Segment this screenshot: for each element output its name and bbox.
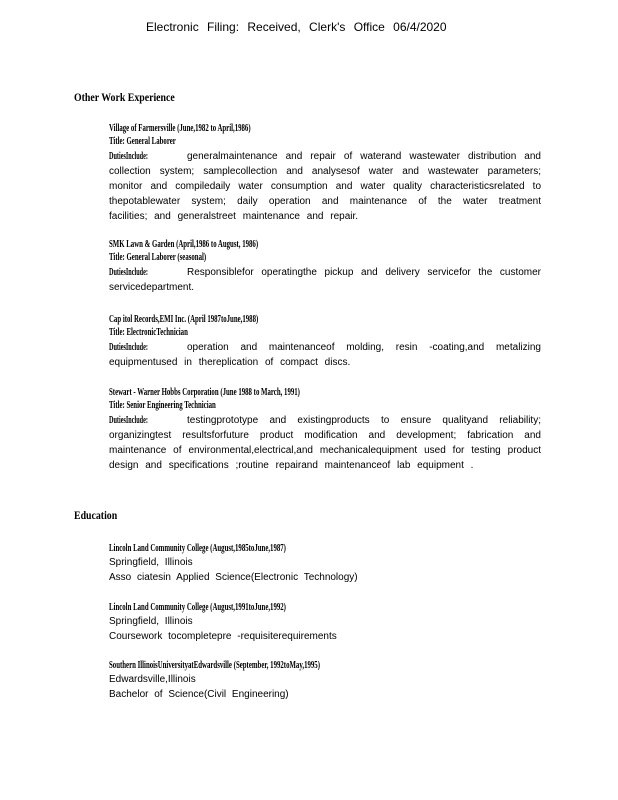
duties-text: generalmaintenance and repair of waterand wastewater distribution and collection system; samplecollection and analysesof water and wastewater parameters; monitor and compiledaily water consumption and water quality characteristicsrelated to thepotablewater system; daily operation and maintenance of the water treatment facilities; and generalstreet maintenance and repair. — [109, 151, 541, 222]
job-duties — [109, 149, 541, 224]
duties-text: testingprototype and existingproducts to ensure qualityand reliability; organizingtest resultsforfuture product modification and development; fabrication and maintenance of environmental,electrical,and mechanicalequipment used for testing product design and specifications ;routine repairand maintenanceof lab equipment . — [109, 415, 541, 471]
experience-section-title: Other Work Experience — [74, 90, 175, 104]
education-section-title: Education — [74, 508, 118, 522]
duties-text: Responsiblefor operatingthe pickup and delivery servicefor the customer servicedepartment. — [109, 267, 541, 293]
job-title: Title: Senior Engineering Technician — [109, 399, 216, 411]
filing-header: Electronic Filing: Received, Clerk's Office 06/4/2020 — [146, 20, 447, 34]
education-location: Edwardsville,Illinois — [109, 674, 196, 685]
education-heading: Southern IllinoisUniversityatEdwardsville (September, 1992toMay,1995) — [109, 659, 320, 671]
job-duties — [109, 265, 541, 295]
education-detail: Bachelor of Science(Civil Engineering) — [109, 689, 289, 700]
job-title: Title: General Laborer (seasonal) — [109, 251, 207, 263]
education-heading: Lincoln Land Community College (August,1991toJune,1992) — [109, 601, 286, 613]
duties-label: DutiesInclude: — [109, 267, 148, 278]
job-entry-capitol — [109, 313, 541, 370]
job-duties — [109, 413, 541, 473]
job-title: Title: ElectronicTechnician — [109, 326, 188, 338]
duties-label: DutiesInclude: — [109, 415, 148, 426]
job-heading: SMK Lawn & Garden (April,1986 to August, 1986) — [109, 238, 259, 250]
education-heading: Lincoln Land Community College (August,1985toJune,1987) — [109, 542, 286, 554]
education-detail: Asso ciatesin Applied Science(Electronic Technology) — [109, 572, 358, 583]
job-heading: Cap itol Records,EMI Inc. (April 1987toJune,1988) — [109, 313, 259, 325]
education-location: Springfield, Illinois — [109, 616, 193, 627]
job-entry-stewart-warner — [109, 386, 541, 473]
education-location: Springfield, Illinois — [109, 557, 193, 568]
job-entry-smk — [109, 238, 541, 295]
duties-text: operation and maintenanceof molding, resin -coating,and metalizing equipmentused in thereplication of compact discs. — [109, 342, 541, 368]
job-duties — [109, 340, 541, 370]
education-entry-siue — [109, 659, 549, 702]
job-entry-farmersville — [109, 122, 541, 224]
job-heading: Village of Farmersville (June,1982 to April,1986) — [109, 122, 251, 134]
education-entry-llcc-1 — [109, 542, 549, 585]
education-detail: Coursework tocompletepre -requisiterequirements — [109, 631, 337, 642]
job-heading: Stewart - Warner Hobbs Corporation (June 1988 to March, 1991) — [109, 386, 300, 398]
job-title: Title: General Laborer — [109, 135, 176, 147]
education-entry-llcc-2 — [109, 601, 549, 644]
duties-label: DutiesInclude: — [109, 342, 148, 353]
duties-label: DutiesInclude: — [109, 151, 148, 162]
